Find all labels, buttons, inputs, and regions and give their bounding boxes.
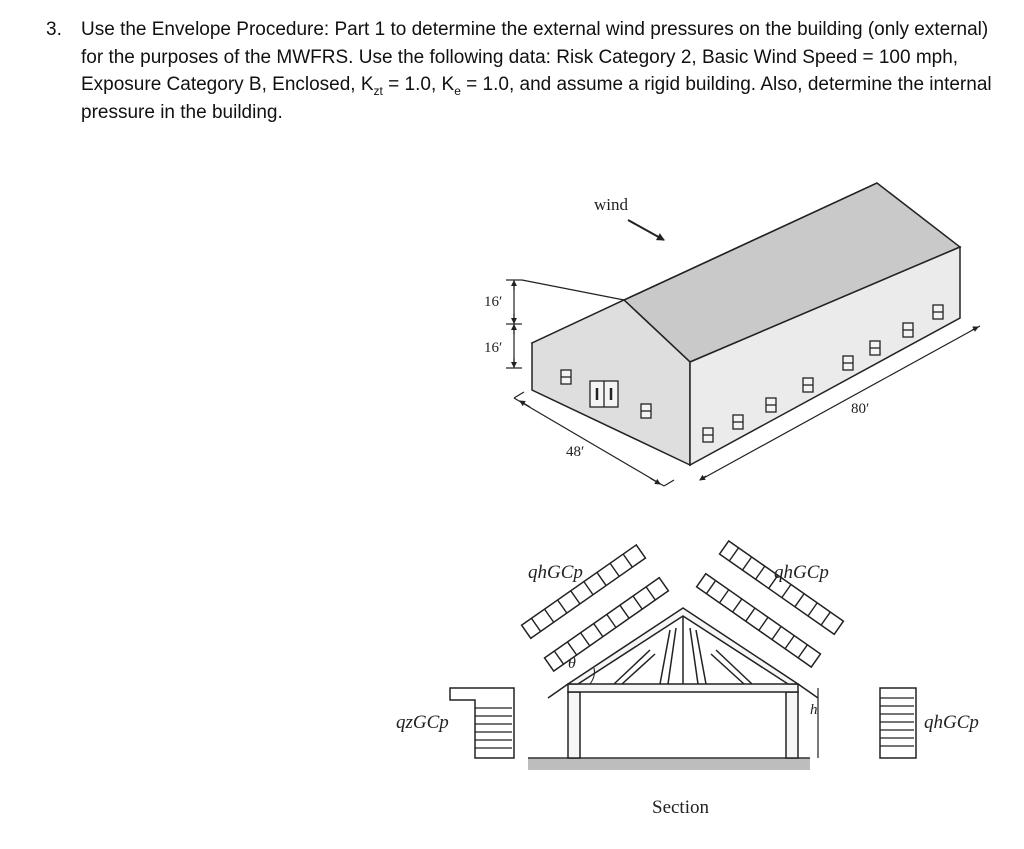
h-label: h	[810, 702, 818, 718]
theta-label: θ	[568, 655, 576, 672]
right-roof-label: qhGCp	[774, 562, 829, 583]
left-wall-label: qzGCp	[396, 712, 449, 733]
dim-top-label: 16′	[484, 294, 503, 310]
dim-bottom-label: 16′	[484, 340, 503, 356]
dim-length-label: 80′	[851, 401, 870, 417]
right-wall-label: qhGCp	[924, 712, 979, 733]
right-wall-pressure-block	[880, 688, 916, 758]
right-roof-pressure-block	[697, 541, 844, 667]
left-wall-pressure-block	[450, 688, 514, 758]
section-caption: Section	[652, 797, 709, 818]
left-roof-label: qhGCp	[528, 562, 583, 583]
dim-width-label: 48′	[566, 444, 585, 460]
kzt-subscript: zt	[373, 83, 383, 98]
ground	[528, 758, 810, 770]
wind-label: wind	[594, 195, 628, 214]
problem-text-part2: = 1.0, K	[382, 74, 455, 95]
ke-subscript: e	[454, 83, 461, 98]
problem-text-part3: = 1.0, and assume a rigid building. Also, determine the internal pressure in the building.	[81, 74, 992, 123]
problem-text-part1: Use the Envelope Procedure: Part 1 to determine the external wind pressures on the building (only external) for the purposes of the MWFRS. Use the following data: Risk Category 2, Basic Wind Speed = 100 mph, Exposure Category B, Enclosed, K	[81, 19, 989, 95]
problem-number: 3.	[46, 19, 62, 40]
